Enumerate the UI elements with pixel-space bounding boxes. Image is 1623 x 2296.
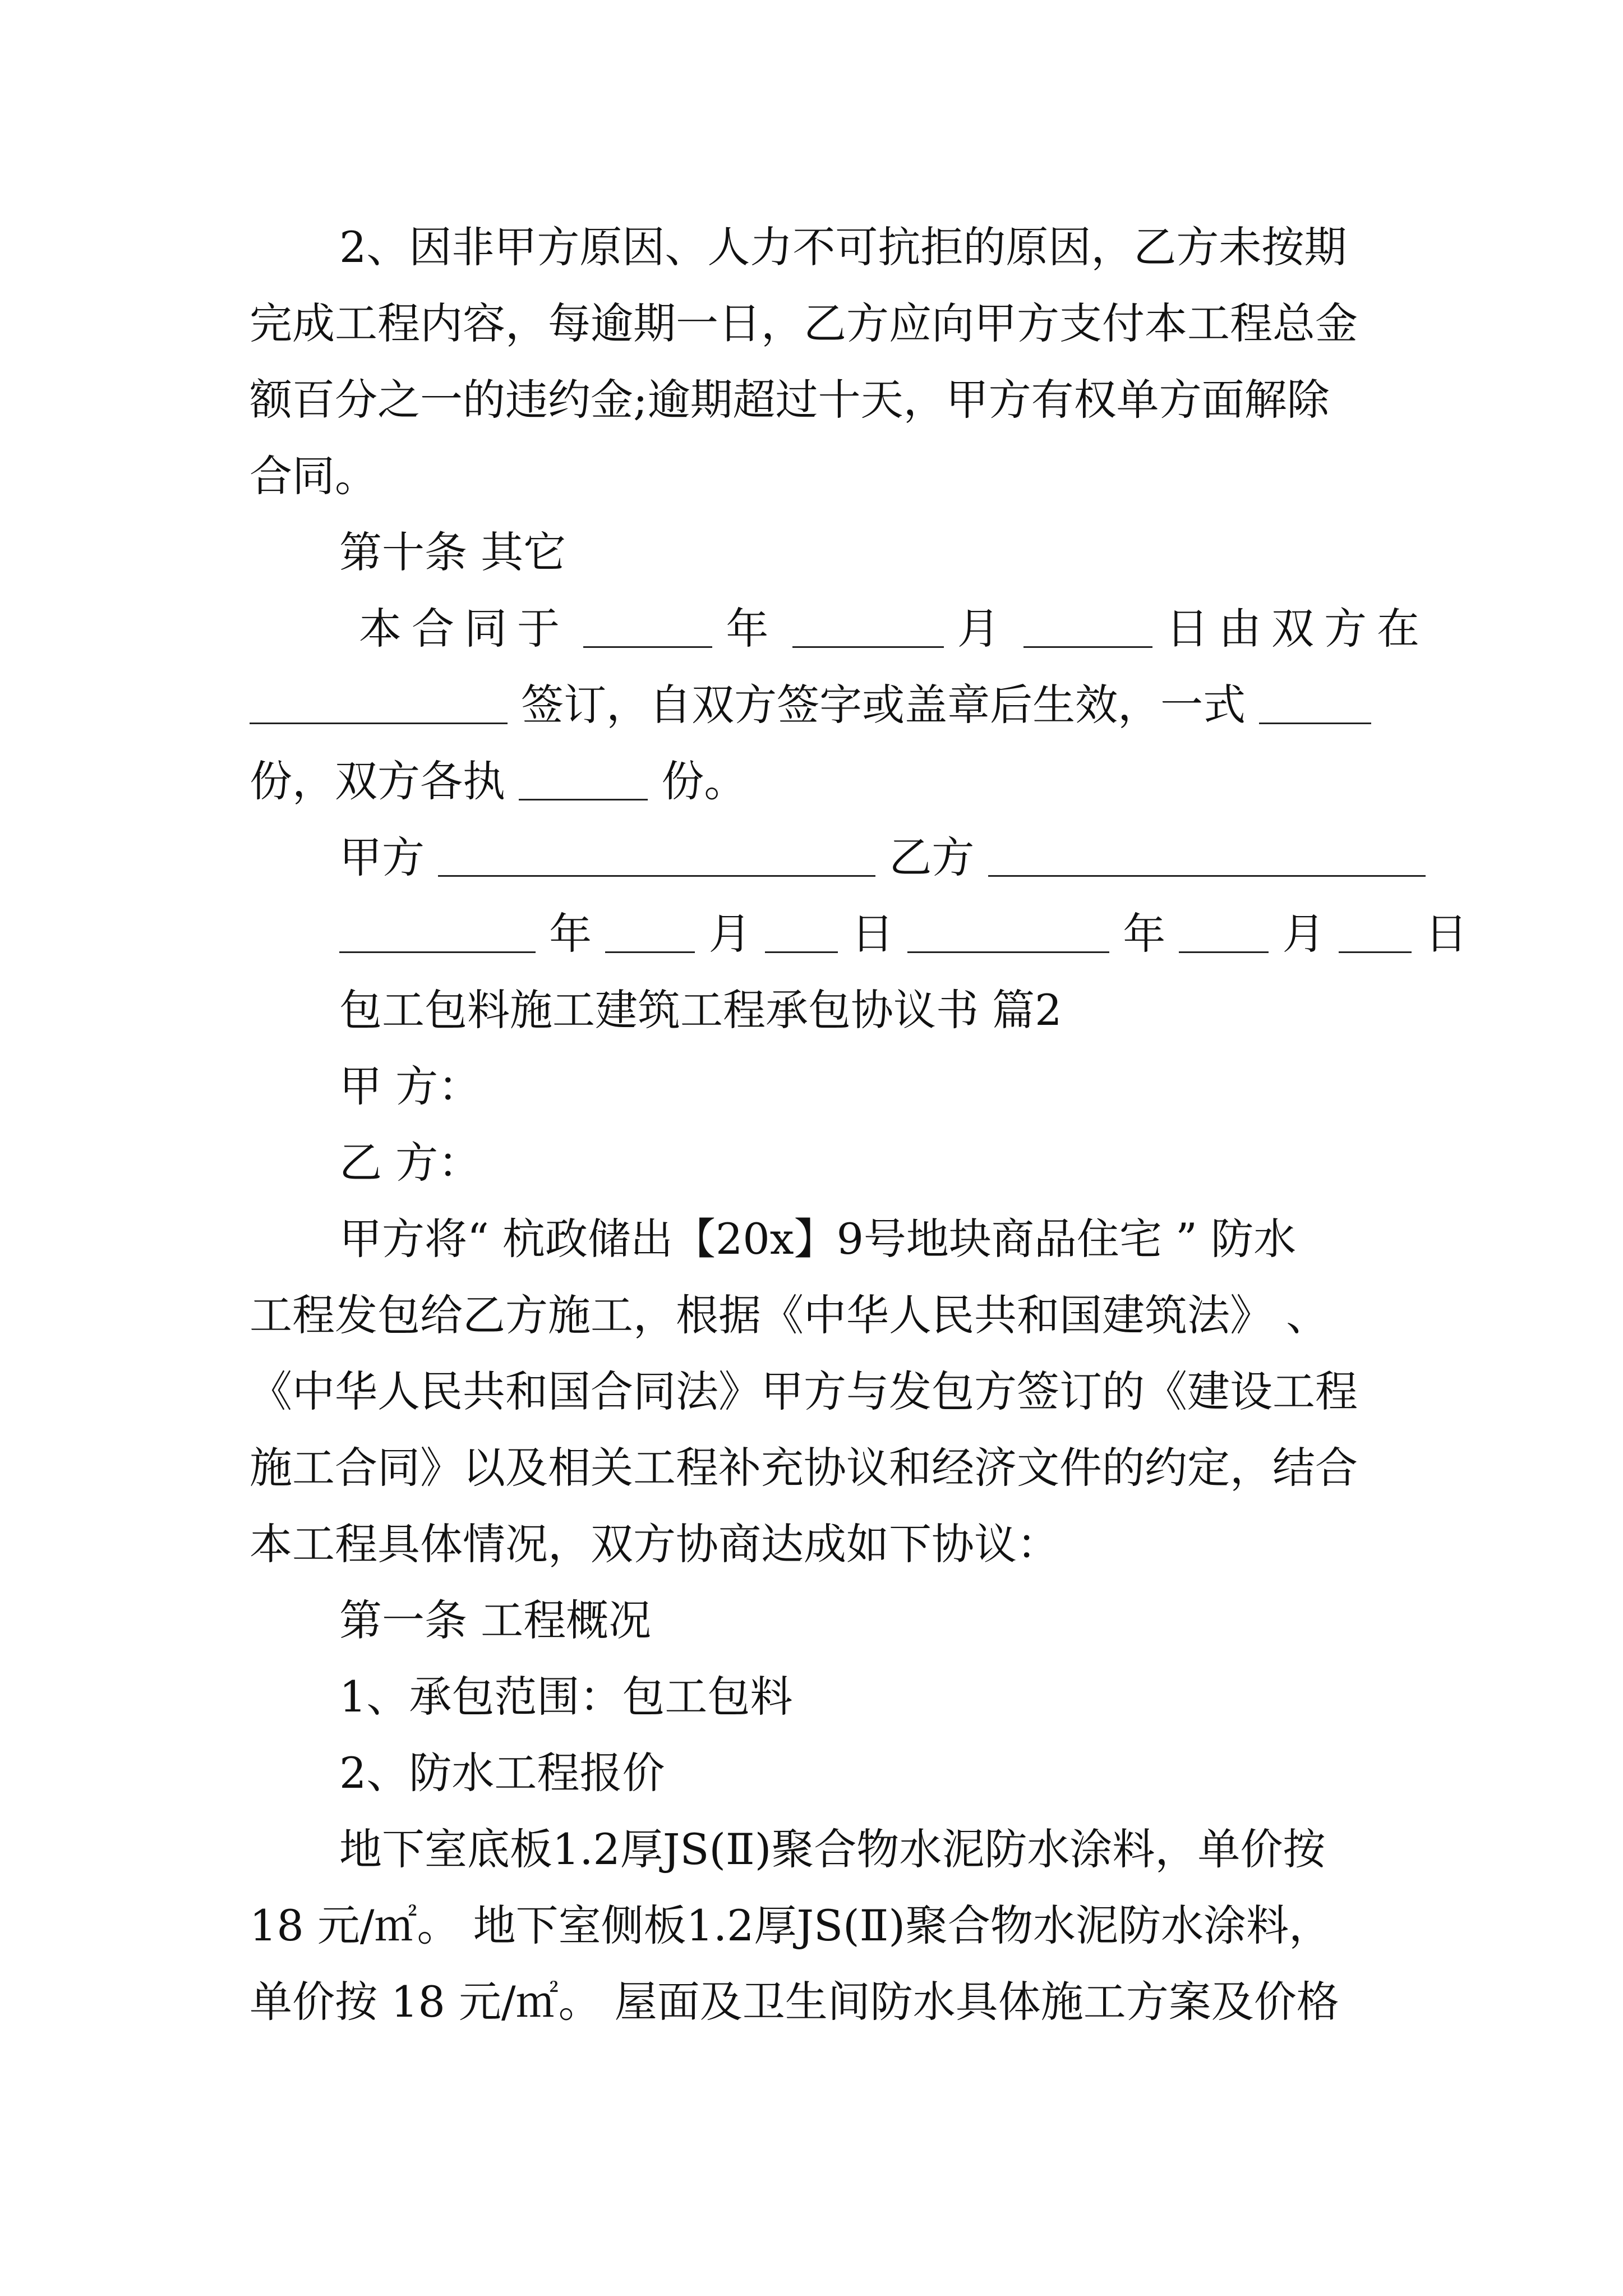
paragraph-line: 《中华人民共和国合同法》甲方与发包方签订的《建设工程 [250,1366,1358,1416]
blank-underline [1259,680,1371,724]
party-a-line: 甲 方： [339,1061,481,1111]
blank-underline [1179,909,1269,953]
date-line [339,895,1468,973]
paragraph-line: 额百分之一的违约金;逾期超过十天，甲方有权单方面解除 [250,375,1330,425]
section-heading: 第一条 工程概况 [339,1595,652,1645]
section-heading: 第十条 其它 [339,527,566,577]
text-segment: 年 [726,604,779,654]
text-segment: 月 [708,909,751,959]
blank-underline [339,909,536,953]
fill-line [359,590,1430,668]
signature-line [339,819,1388,896]
fill-line [250,743,1388,820]
paragraph-line: 18 元/㎡。 地下室侧板1.2厚JS(Ⅱ)聚合物水泥防水涂料， [250,1901,1331,1950]
party-a-label: 甲方 [339,832,425,882]
text-segment: 签订，自双方签字或盖章后生效，一式 [521,680,1246,730]
paragraph-line: 甲方将“ 杭政储出【20x】9号地块商品住宅 ” 防水 [339,1214,1297,1264]
text-segment: 月 [957,604,1010,654]
paragraph-line: 单价按 18 元/㎡。 屋面及卫生间防水具体施工方案及价格 [250,1977,1339,2027]
paragraph-line: 2、因非甲方原因、人力不可抗拒的原因，乙方未按期 [339,222,1347,272]
list-item: 1、承包范围：包工包料 [339,1672,793,1722]
blank-underline [1339,909,1412,953]
blank-underline [765,909,838,953]
party-b-line: 乙 方： [339,1138,481,1188]
fill-line [250,666,1388,744]
party-b-label: 乙方 [889,832,975,882]
blank-underline [519,756,648,800]
text-segment: 日 [851,909,894,959]
text-segment: 份，双方各执 [250,756,505,806]
text-segment: 年 [549,909,592,959]
blank-underline [907,909,1109,953]
text-segment: 份。 [661,756,747,806]
blank-underline [438,832,875,877]
text-segment: 日 [1424,909,1468,959]
blank-underline [583,604,712,648]
text-segment: 本合同于 [359,604,570,654]
paragraph-line: 地下室底板1.2厚JS(Ⅱ)聚合物水泥防水涂料，单价按 [339,1824,1326,1874]
text-segment: 月 [1282,909,1325,959]
blank-underline [250,680,508,724]
paragraph-line: 本工程具体情况，双方协商达成如下协议： [250,1519,1059,1569]
list-item: 2、防水工程报价 [339,1748,665,1798]
paragraph-line: 完成工程内容，每逾期一日，乙方应向甲方支付本工程总金 [250,298,1358,348]
blank-underline [605,909,695,953]
text-segment: 日由双方在 [1166,604,1430,654]
blank-underline [792,604,944,648]
paragraph-line: 工程发包给乙方施工，根据《中华人民共和国建筑法》 、 [250,1290,1329,1340]
paragraph-line: 合同。 [250,451,377,501]
blank-underline [1023,604,1152,648]
document-title: 包工包料施工建筑工程承包协议书 篇2 [339,985,1062,1035]
text-segment: 年 [1123,909,1166,959]
paragraph-line: 施工合同》以及相关工程补充协议和经济文件的约定，结合 [250,1443,1358,1493]
blank-underline [988,832,1426,877]
